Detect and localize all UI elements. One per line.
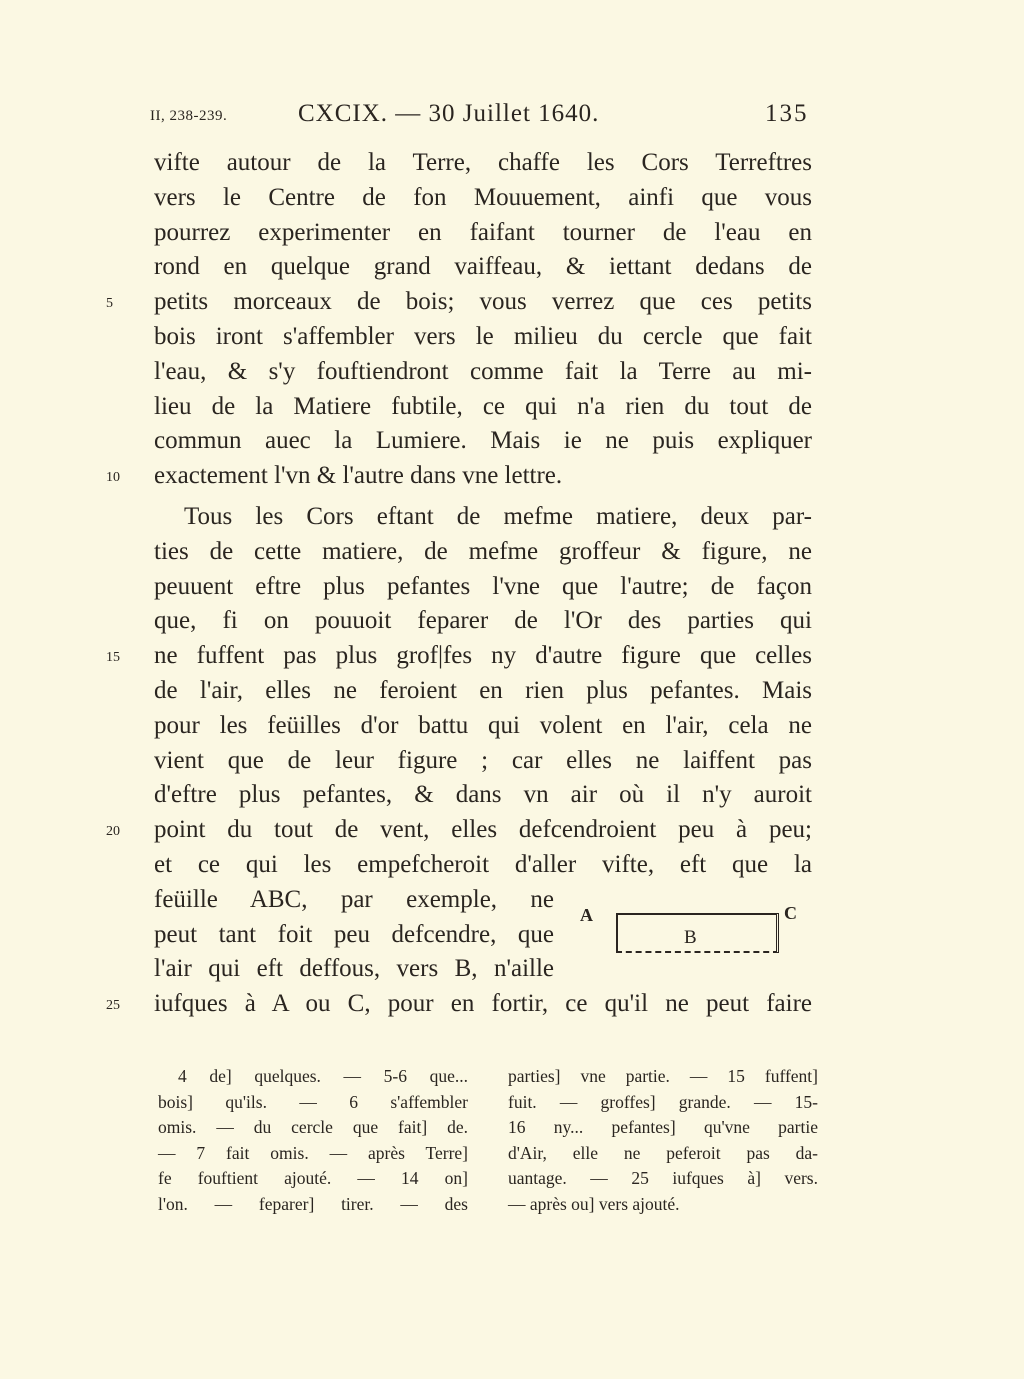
- running-header: [0, 100, 1024, 136]
- header-title: CXCIX. — 30 Juillet 1640.: [298, 100, 600, 127]
- text-line: pourrez experimenter en faifant tourner de l'eau en: [154, 218, 812, 246]
- figure-label-c: C: [784, 903, 797, 923]
- body-text: [106, 146, 812, 1022]
- line-number: 20: [106, 824, 120, 840]
- page-number: 135: [765, 100, 809, 127]
- note-line: — après ou] vers ajouté.: [508, 1193, 680, 1214]
- note-line: uantage. — 25 iufques à] vers.: [508, 1168, 818, 1189]
- text-line: commun auec la Lumiere. Mais ie ne puis expliquer: [154, 427, 812, 455]
- text-line: 25 iufques à A ou C, pour en fortir, ce qu'il ne peut faire: [154, 987, 812, 1022]
- text-line: bois iront s'affembler vers le milieu du cercle que fait: [154, 322, 812, 350]
- figure-label-b: B: [684, 927, 697, 948]
- line-number: 5: [106, 296, 113, 312]
- text-line: 20 point du tout de vent, elles defcendroient peu à peu;: [154, 813, 812, 848]
- note-line: parties] vne partie. — 15 fuffent]: [508, 1066, 818, 1086]
- text-line: vient que de leur figure ; car elles ne laiffent pas: [154, 746, 812, 774]
- text-line: 15 ne fuffent pas plus grof|fes ny d'autre figure que celles: [154, 639, 812, 674]
- header-reference: II, 238-239.: [150, 108, 228, 124]
- text-line: lieu de la Matiere fubtile, ce qui n'a rien du tout de: [154, 392, 812, 420]
- text-line: 10 exactement l'vn & l'autre dans vne lettre.: [154, 459, 812, 494]
- text-line: vifte autour de la Terre, chaffe les Cors Terreftres: [154, 149, 812, 176]
- line-number: 15: [106, 650, 120, 666]
- text-line: rond en quelque grand vaiffeau, & iettant dedans de: [154, 253, 812, 281]
- text-line: feüille ABC, par exemple, ne: [154, 885, 554, 913]
- text-line: peuuent eftre plus pefantes l'vne que l'autre; de façon: [154, 572, 812, 600]
- note-line: fuit. — groffes] grande. — 15-: [508, 1091, 818, 1112]
- text-line: que, fi on pouuoit feparer de l'Or des parties qui: [154, 607, 812, 635]
- note-line: omis. — du cercle que fait] de.: [158, 1117, 468, 1138]
- note-line: — 7 fait omis. — après Terre]: [158, 1142, 468, 1163]
- notes-column-left: [158, 1064, 468, 1218]
- figure-label-a: A: [580, 905, 593, 925]
- text-line: Tous les Cors eftant de mefme matiere, deux par-: [184, 502, 812, 530]
- text-line: peut tant foit peu defcendre, que: [154, 920, 554, 948]
- line-number: 25: [106, 998, 120, 1014]
- text-line: l'air qui eft deffous, vers B, n'aille: [154, 955, 554, 983]
- text-line: vers le Centre de fon Mouuement, ainfi que vous: [154, 183, 812, 211]
- text-line: d'eftre plus pefantes, & dans vn air où il n'y auroit: [154, 781, 812, 809]
- note-line: l'on. — feparer] tirer. — des: [158, 1193, 468, 1214]
- note-line: 16 ny... pefantes] qu'vne partie: [508, 1117, 818, 1138]
- leaf-rectangle: [616, 913, 779, 953]
- text-line: l'eau, & s'y fouftiendront comme fait la Terre au mi-: [154, 357, 812, 385]
- line-number: 10: [106, 470, 120, 486]
- note-line: 4 de] quelques. — 5-6 que...: [178, 1066, 468, 1086]
- text-line: ties de cette matiere, de mefme groffeur & figure, ne: [154, 537, 812, 565]
- leaf-figure: [578, 903, 808, 963]
- note-line: bois] qu'ils. — 6 s'affembler: [158, 1091, 468, 1112]
- text-line: pour les feüilles d'or battu qui volent en l'air, cela ne: [154, 711, 812, 739]
- note-line: fe fouftient ajouté. — 14 on]: [158, 1168, 468, 1189]
- notes-column-right: [508, 1064, 818, 1218]
- text-line: et ce qui les empefcheroit d'aller vifte, eft que la: [154, 850, 812, 878]
- text-line: 5 petits morceaux de bois; vous verrez que ces petits: [154, 285, 812, 320]
- note-line: d'Air, elle ne peferoit pas da-: [508, 1142, 818, 1163]
- text-line: de l'air, elles ne feroient en rien plus pefantes. Mais: [154, 676, 812, 704]
